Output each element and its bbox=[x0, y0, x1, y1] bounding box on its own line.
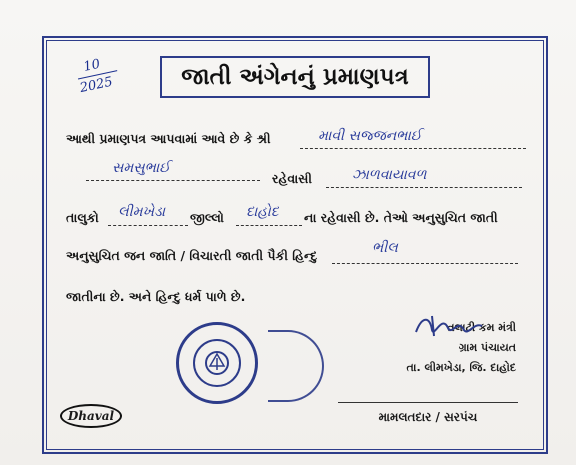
line1-prefix: આથી પ્રમાણપત્ર આપવામાં આવે છે કે શ્રી bbox=[66, 131, 271, 146]
footer-authority: મામલતદાર / સરપંચ bbox=[378, 410, 478, 424]
logo-text: Dhaval bbox=[67, 409, 115, 423]
line3-blank-taluka bbox=[108, 225, 188, 226]
line2-label: રહેવાસી bbox=[272, 171, 312, 186]
line4-blank-caste bbox=[332, 263, 518, 264]
line4-prefix: અનુસુચિત જન જાતિ / વિચારતી જાતી પૈકી હિન્દુ bbox=[66, 248, 318, 263]
emblem-icon bbox=[202, 348, 232, 378]
line2-village: ઝાળવાયાવળ bbox=[352, 167, 427, 183]
line3-district-label: જીલ્લો bbox=[190, 210, 224, 225]
line1-blank bbox=[300, 148, 526, 149]
signature-location: તા. લીમખેડા, જિ. દાહોદ bbox=[406, 361, 516, 374]
serial-year: 2025 bbox=[78, 74, 115, 97]
line5-text: જાતીના છે. અને હિન્દુ ધર્મ પાળે છે. bbox=[66, 289, 246, 304]
line4-caste: ભીલ bbox=[372, 240, 398, 256]
line3-taluka: લીમખેડા bbox=[118, 204, 166, 220]
signature-scribble-icon bbox=[412, 312, 486, 340]
serial-number-value: 10 bbox=[82, 56, 102, 75]
seal-emblem bbox=[193, 339, 241, 387]
footer-rule bbox=[338, 402, 518, 403]
signature-block bbox=[407, 318, 516, 378]
official-seal bbox=[176, 322, 258, 404]
line3-prefix: તાલુકો bbox=[66, 210, 99, 225]
signature-title: તલાટી કમ મંત્રી bbox=[447, 321, 516, 334]
signature-mark bbox=[412, 312, 486, 345]
body-line-1 bbox=[66, 131, 271, 147]
line3-blank-district bbox=[236, 225, 302, 226]
line3-district: દાહોદ bbox=[246, 204, 279, 220]
line2-blank-village bbox=[326, 187, 522, 188]
dhaval-logo bbox=[60, 404, 122, 428]
line2-name: સમસુભાઈ bbox=[112, 160, 171, 176]
line3-suffix: ના રહેવાસી છે. તેઓ અનુસુચિત જાતી bbox=[304, 210, 498, 225]
signature-office: ગ્રામ પંચાયત bbox=[458, 341, 516, 354]
line1-name: માવી સજ્જનભાઈ bbox=[318, 128, 422, 144]
line2-blank-name bbox=[86, 180, 260, 181]
certificate-title: જાતી અંગેનનું પ્રમાણપત્ર bbox=[160, 56, 430, 98]
